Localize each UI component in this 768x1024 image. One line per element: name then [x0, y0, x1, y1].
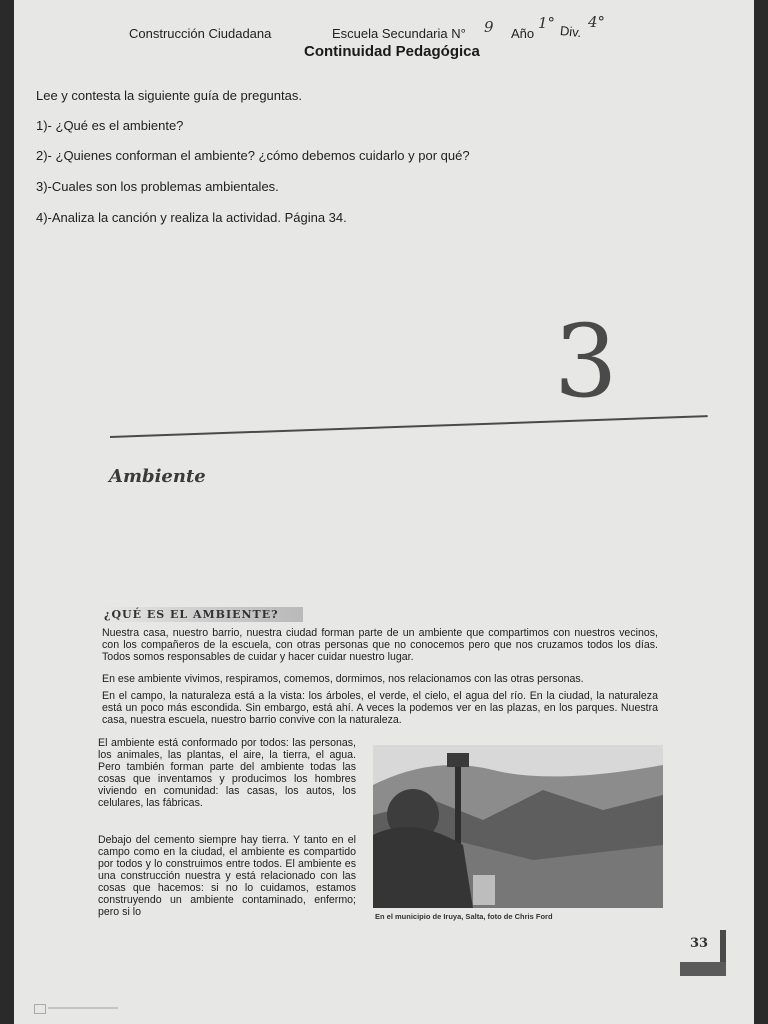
- paragraph-2: En ese ambiente vivimos, respiramos, comemos, dormimos, nos relacionamos con las otras personas.: [102, 673, 584, 685]
- chapter-rule: [110, 415, 708, 438]
- div-label: Div.: [559, 22, 583, 41]
- page-title: Continuidad Pedagógica: [304, 43, 480, 60]
- section-heading: ¿QUÉ ES EL AMBIENTE?: [102, 607, 303, 622]
- landscape-photo: [373, 745, 663, 908]
- paragraph-5: Debajo del cemento siempre hay tierra. Y tanto en el campo como en la ciudad, el ambiente es compartido por todos y lo construimos entre todos. El ambiente es una construcción nuestra y está relacionado con las cosas que hacemos: si no lo cuidamos, estamos construyendo un ambiente contaminado, enfermo; pero si lo: [98, 834, 356, 918]
- page-number: 33: [690, 936, 709, 951]
- year-label: Año: [511, 26, 535, 41]
- div-value-handwritten: 4°: [588, 13, 606, 31]
- page-number-box: [680, 930, 726, 976]
- question-3: 3)-Cuales son los problemas ambientales.: [36, 179, 279, 194]
- instruction-text: Lee y contesta la siguiente guía de preguntas.: [36, 88, 302, 103]
- paragraph-1: Nuestra casa, nuestro barrio, nuestra ciudad forman parte de un ambiente que compartimos con nuestros vecinos, con los compañeros de la escuela, con otras personas que no conocemos pero que nos cruzamos todos los días. Todos somos responsables de cuidar y hacer cuidar nuestro lugar.: [102, 627, 658, 663]
- landscape-illustration: [373, 745, 663, 908]
- question-2: 2)- ¿Quienes conforman el ambiente? ¿cómo debemos cuidarlo y por qué?: [36, 148, 470, 163]
- question-4: 4)-Analiza la canción y realiza la actividad. Página 34.: [36, 210, 347, 225]
- chapter-title: Ambiente: [109, 466, 206, 487]
- paragraph-3: En el campo, la naturaleza está a la vista: los árboles, el verde, el cielo, el agua del río. En la ciudad, la naturaleza está un poco más escondida. Sin embargo, está ahí. A veces la podemos ver en las plazas, en los parques. Nuestra casa, nuestra escuela, nuestro barrio convive con la naturaleza.: [102, 690, 658, 726]
- school-number-handwritten: 9: [484, 18, 494, 36]
- year-value-handwritten: 1°: [538, 14, 556, 32]
- subject-label: Construcción Ciudadana: [129, 26, 272, 41]
- paragraph-4: El ambiente está conformado por todos: las personas, los animales, las plantas, el aire, la tierra, el agua. Pero también forman parte del ambiente todas las cosas que inventamos y producimos los hombres viviendo en comunidad: las casas, los autos, los celulares, las fábricas.: [98, 737, 356, 809]
- scanner-logo-icon: [34, 1004, 46, 1014]
- question-1: 1)- ¿Qué es el ambiente?: [36, 118, 184, 133]
- chapter-number: 3: [554, 303, 618, 420]
- scanner-watermark: [48, 1007, 118, 1009]
- photo-caption: En el municipio de Iruya, Salta, foto de Chris Ford: [375, 912, 553, 921]
- school-label: Escuela Secundaria N°: [332, 26, 466, 41]
- worksheet-page: [14, 0, 754, 1024]
